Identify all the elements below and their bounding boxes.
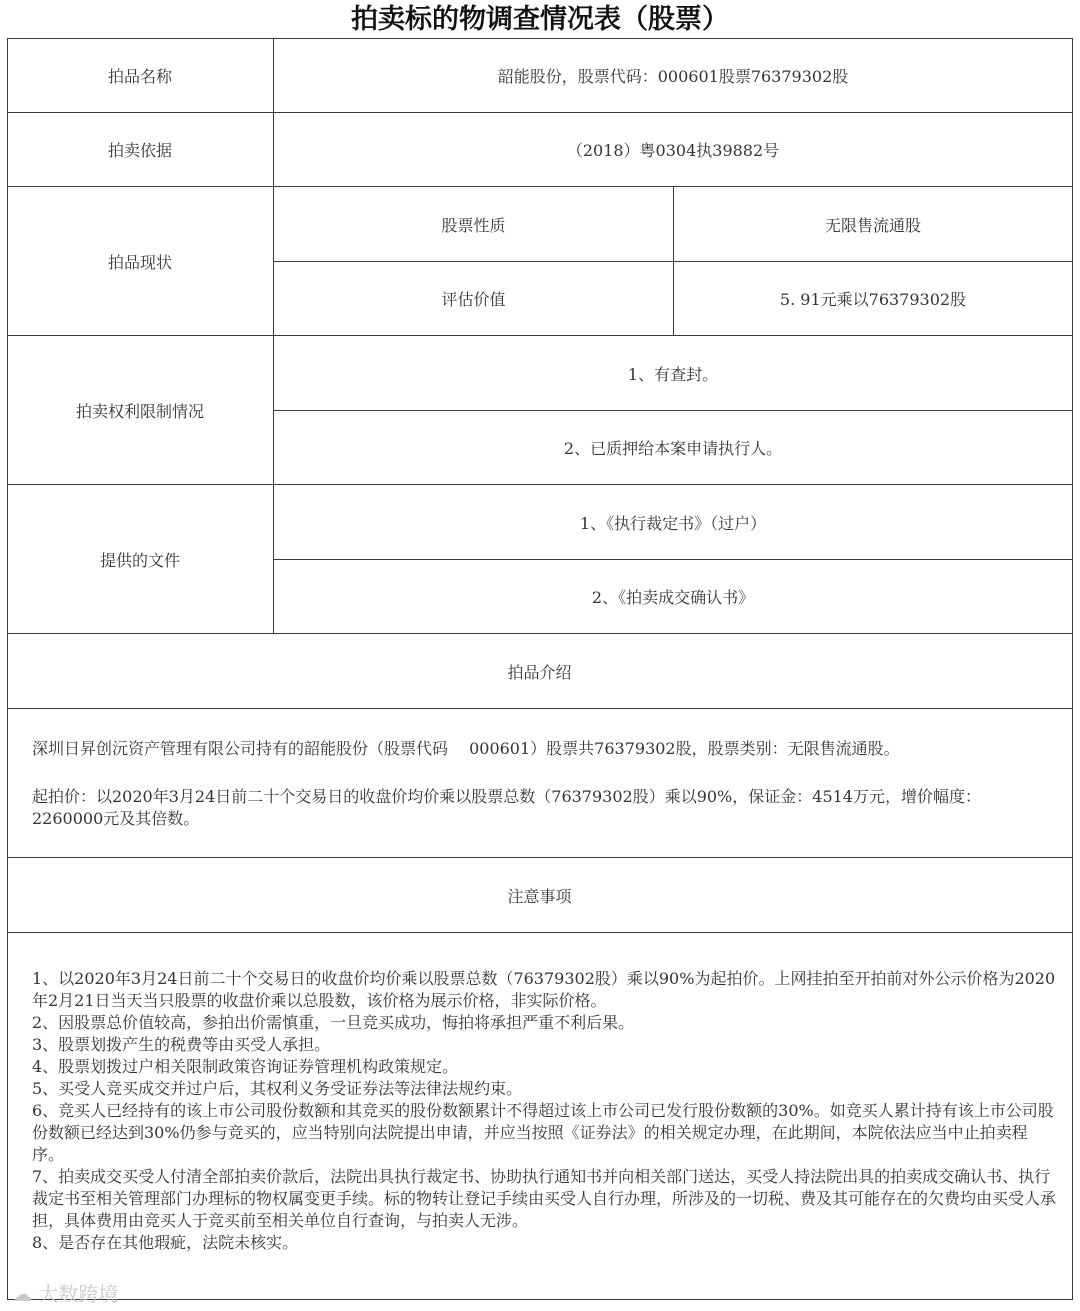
- note-item: 3、股票划拨产生的税费等由买受人承担。: [32, 1035, 331, 1054]
- intro-paragraph-2: 起拍价：以2020年3月24日前二十个交易日的收盘价均价乘以股票总数（76379302股）乘以90%，保证金：4514万元，增价幅度：2260000元及其倍数。: [32, 787, 981, 828]
- document-item: 2、《拍卖成交确认书》: [591, 588, 755, 607]
- note-item: 8、是否存在其他瑕疵，法院未核实。: [32, 1233, 299, 1252]
- note-item: 5、买受人竞买成交并过户后，其权利义务受证券法等法律法规约束。: [32, 1079, 523, 1098]
- watermark: [12, 1278, 118, 1307]
- note-item: 6、竞买人已经持有的该上市公司股份数额和其竞买的股份数额累计不得超过该上市公司已发行股份数额的30%。如竞买人累计持有该上市公司股份数额已经达到30%仍参与竞买的，应当特别向法院提出申请，并应当按照《证券法》的相关规定办理，在此期间，本院依法应当中止拍卖程序。: [32, 1101, 1054, 1164]
- stock-nature-value: 无限售流通股: [824, 215, 921, 235]
- watermark-text: 大数跨境: [38, 1282, 119, 1306]
- note-item: 7、拍卖成交买受人付清全部拍卖价款后，法院出具执行裁定书、协助执行通知书并向相关部门送达，买受人持法院出具的拍卖成交确认书、执行裁定书至相关管理部门办理标的物权属变更手续。标的物转让登记手续由买受人自行办理，所涉及的一切税、费及其可能存在的欠费均由买受人承担，具体费用由竞买人于竞买前至相关单位自行查询，与拍卖人无涉。: [32, 1167, 1057, 1230]
- valuation-label: 评估价值: [441, 290, 506, 309]
- status-label: 拍品现状: [107, 252, 172, 272]
- notes-list: [32, 968, 1056, 1254]
- notes-header: 注意事项: [507, 886, 572, 906]
- documents-label: 提供的文件: [99, 550, 180, 570]
- watermark-logo-icon: ☁: [12, 1282, 32, 1306]
- page-title: 拍卖标的物调查情况表（股票）: [351, 4, 729, 35]
- basis-label: 拍卖依据: [107, 141, 172, 160]
- item-name-value: 韶能股份，股票代码：000601股票76379302股: [497, 67, 849, 86]
- restrictions-label: 拍卖权利限制情况: [75, 401, 204, 421]
- note-item: 1、以2020年3月24日前二十个交易日的收盘价均价乘以股票总数（76379302股）乘以90%为起拍价。上网挂拍至开拍前对外公示价格为2020年2月21日当天当只股票的收盘价乘以总股数，该价格为展示价格，非实际价格。: [32, 969, 1056, 1010]
- item-name-label: 拍品名称: [107, 67, 172, 86]
- intro-header: 拍品介绍: [507, 662, 572, 682]
- intro-paragraph-1: 深圳日昇创沅资产管理有限公司持有的韶能股份（股票代码 000601）股票共76379302股，股票类别：无限售流通股。: [32, 739, 900, 758]
- restriction-item: 1、有查封。: [627, 364, 719, 384]
- note-item: 4、股票划拨过户相关限制政策咨询证券管理机构政策规定。: [32, 1057, 459, 1076]
- document-item: 1、《执行裁定书》（过户）: [579, 513, 767, 533]
- basis-value: （2018）粤0304执39882号: [566, 141, 780, 160]
- stock-nature-label: 股票性质: [441, 215, 506, 235]
- note-item: 2、因股票总价值较高，参拍出价需慎重，一旦竞买成功，悔拍将承担严重不利后果。: [32, 1013, 635, 1032]
- restriction-item: 2、已质押给本案申请执行人。: [563, 439, 783, 458]
- valuation-value: 5. 91元乘以76379302股: [779, 290, 967, 309]
